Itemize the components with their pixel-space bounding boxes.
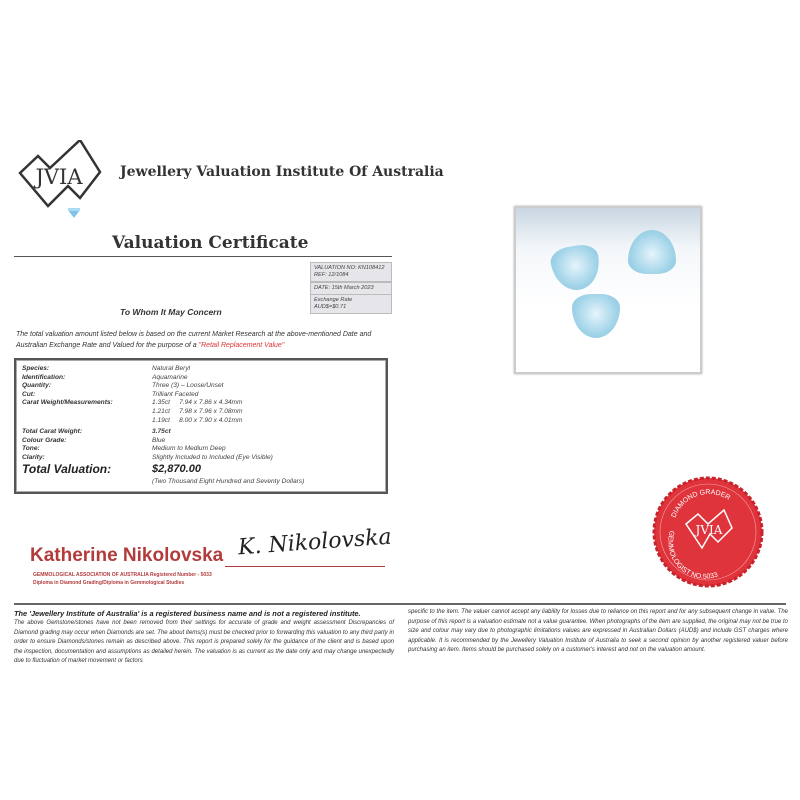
seal-logo-text: JVIA [695,523,723,537]
page-title: Valuation Certificate [112,233,309,253]
row-label: Cut: [22,390,36,398]
diploma: Diploma in Diamond Grading/Diploma in Gemmological Studies [33,580,185,586]
signature: K. Nikolovska [237,524,393,561]
total-valuation-words: (Two Thousand Eight Hundred and Seventy Dollars) [152,478,305,485]
seal-top-text: DIAMOND GRADER [670,489,732,519]
row-value: Slightly Included to Included (Eye Visible) [152,453,273,461]
association-registration: GEMMOLOGICAL ASSOCIATION OF AUSTRALIA Registered Number - 5033 [33,572,212,578]
intro-highlight: "Retail Replacement Value" [198,342,285,349]
row-label: Tone: [22,445,40,452]
salutation: To Whom It May Concern [120,307,222,317]
row-value: Trilliant Faceted [152,390,199,398]
disclaimer-right: specific to the item. The valuer cannot accept any liability for losses due to reliance on this report and for any subsequent change in value. The purpose of this report is a valuation estimate not a value guarantee. When photographs of the item are supplied, the original may not be true to size and colour may vary due to photographic limitations values are expressed in Australian Dollars (AUD$) and include GST charges where applicable. It is recommended by the Jewellery Valuation Institute of Australia to seek a second opinion by another registered valuer before purchasing an item. Items should be purchased solely on a customer's interest and not on the valuation amount. [408,609,788,654]
row-value: Medium to Medium Deep [152,445,226,452]
row-value: 1.19ct 8.00 x 7.90 x 4.01mm [152,417,243,424]
valuation-date: DATE: 15th March 2023 [314,285,374,291]
divider [14,256,392,257]
intro-text [16,329,388,351]
total-valuation-value: $2,870.00 [152,463,201,475]
row-label: Carat Weight/Measurements: [22,399,113,406]
row-label: Identification: [22,373,66,381]
exchange-rate-box [310,294,392,314]
row-value: Natural Beryl [152,365,191,372]
jvia-logo [18,140,102,226]
row-value: Blue [152,436,166,444]
footer-divider [14,603,786,605]
row-label: Clarity: [22,453,45,461]
exchange-rate-value: AUD$=$0.71 [314,304,347,310]
gemstone-photo [514,206,702,374]
row-value: Three (3) – Loose/Unset [152,382,224,389]
row-label: Quantity: [22,382,51,389]
total-valuation-label: Total Valuation: [22,462,112,476]
reference-number: REF: 12/1084 [314,272,349,278]
signatory-name: Katherine Nikolovska [30,545,224,566]
gemstone-image [628,230,676,274]
footer-heading: The 'Jewellery Institute of Australia' is a registered business name and is not a registered institute. [14,609,361,618]
row-label: Colour Grade: [22,436,67,444]
organization-name: Jewellery Valuation Institute Of Australia [120,164,444,180]
disclaimer-left: The above Gemstone/stones have not been removed from their settings for accurate of grade and weight assessment Discrepancies of Diamond grading may occur when Diamonds are set. The about items(s) must be checked prior to forwarding this valuation to any third party in order to ensure Diamonds/stones remain as described above. This report is prepared solely for the guidance of the client and is based upon the inspection, documentation and assumptions as detailed herein. The valuation is as current as the date only and may change unexpectedly due to fluctuation of market movement or factors [14,620,394,665]
row-value: 3.75ct [152,428,171,435]
gemstone-image [572,294,620,338]
row-label: Species: [22,365,50,372]
intro-body: The total valuation amount listed below is based on the current Market Research at the above-mentioned Date and Australian Exchange Rate and Valued for the purpose of a [16,331,372,349]
gemstone-image [549,242,604,294]
valuation-number: VALUATION NO: KN108412 [314,265,385,271]
details-table [14,358,388,494]
logo-text: JVIA [35,165,83,189]
row-value: Aquamarine [152,373,188,381]
diamond-grader-seal [652,476,764,588]
exchange-rate-label: Exchange Rate [314,297,353,303]
row-value: 1.21ct 7.98 x 7.96 x 7.08mm [152,408,243,415]
seal-bottom-text: GEMMOLOGIST NO.5033 [666,529,719,581]
row-value: 1.35ct 7.94 x 7.86 x 4.34mm [152,399,243,406]
reference-box [310,262,392,282]
row-label: Total Carat Weight: [22,428,83,435]
signature-line [225,566,385,567]
